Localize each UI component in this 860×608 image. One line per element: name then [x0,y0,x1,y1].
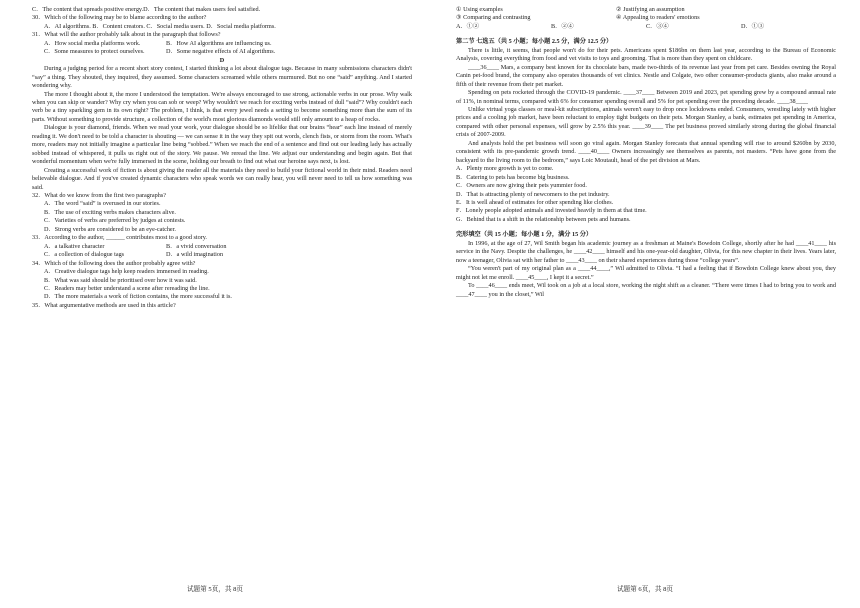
choice: C．③④ [646,22,669,30]
option: C．a collection of dialogue tags [44,251,125,259]
cloze-paragraph: To ____46____ ends meet, Wil took on a job at a local store, working the night shift as a cleaner. “There were times I had to bring you to work and ____47____ you in the closet,” Wil [456,282,836,298]
right-page [430,0,860,608]
spacer [456,224,836,228]
option: ② Justifying an assumption [616,6,685,13]
passage-paragraph: There is little, it seems, that people won't do for their pets. Americans spent $186bn on them last year, according to the Bureau of Economic Analysis, covering everything from food and vet visits to toys and grooming. That is more than they spent on childcare. [456,46,836,63]
question-31-options-row [32,48,412,56]
question-30-stem: 30．Which of the following may be to blame according to the author? [32,14,207,22]
option: B．The use of exciting verbs makes characters alive. [44,208,176,216]
passage-paragraph: And analysts hold the pet business will soon go viral again. Morgan Stanley forecasts that annual spending will rise to around $260bn by 2030, consistent with its pre-pandemic growth trend. ____40____ Owners increasingly see themselves as parents, not masters. “Pets have gone from the backyard to the living room to the bedroom,” says Loic Moutault, head of the pet division at Mars. [456,139,836,164]
option: A．How social media platforms work. [44,39,141,47]
option: B．What was said should be prioritised over how it was said. [44,276,197,284]
option: D．The more materials a work of fiction contains, the more successful it is. [44,293,232,301]
passage-paragraph: Dialogue is your diamond, friends. When we read your work, your dialogue should be so lifelike that our brains “hear” each line instead of merely reading it. We don't need to be told a character is shouting — we can sense it in the way they spit out words, clench fists, or storm from the room. What's more, readers may not initially imagine a particular line being “sobbed.” When we reach the end of a sentence and find out our leading lady has actually sobbed instead of whispered, it pulls us right out of the story. We pause. We reread the line. We adjust our understanding and begin again. But that wonderful momentum when we're fully immersed in the scene, holding our breath to find out what our heroine says next, is lost. [32,124,412,166]
option: C．Varieties of verbs are preferred by judges at contests. [44,217,186,225]
text-line: C．The content that spreads positive energy.D．The content that makes users feel satisfied. [32,6,261,13]
choice: B．②④ [551,22,574,30]
option: B．How AI algorithms are influencing us. [166,39,272,47]
option: G．Behind that is a shift in the relationship between pets and humans. [456,215,631,223]
question-33-options-row [32,243,412,251]
passage-paragraph: ____36____ Mars, a company best known for its chocolate bars, made two-thirds of its revenue last year from pet care. Besides owning the Royal Canin pet-food brand, the company also operates thousands of vet clinics. Nestle and Colgate, two other consumer-products giants, also make around a fifth of their revenue from their pet market. [456,63,836,88]
page-footer: 试题第 6页，共 8页 [616,585,674,593]
passage-paragraph: Creating a successful work of fiction is about giving the reader all the materials they need to build your fictional world in their mind. Readers need believable dialogue. And if you've created dynamic characters who speak words we can really hear, you will never need to tell us how something was said. [32,166,412,191]
option: A．The word “said” is overused in our stories. [44,200,161,208]
cloze-paragraph: In 1996, at the age of 27, Wil Smith began his academic journey as a freshman at Maine's Bowdoin College, shortly after he had ____41____ his service in the Navy. Despite the challenges, he ____42____ himself and his one-year-old daughter, Olivia, for this new chapter in their lives. Years later, now a teenager, Olivia sat with her father to ____43____ on their shared experiences during those “college years”. [456,239,836,264]
option: F．Lonely people adopted animals and invested heavily in them at that time. [456,207,647,215]
option: A．Plenty more growth is yet to come. [456,165,554,173]
passage-paragraph: Unlike virtual yoga classes or meal-kit subscriptions, animals weren't easy to drop once lockdowns ended. Consumers, wrestling lately with higher prices and a cooling job market, have been reluctant to employ tight budgets on their pets. Morgan Stanley, a bank, estimates pet spending in America, compared with other personal expenses, will grow by 2.5% this year. ____39____ The pet business proved similarly strong during the global financial crisis of 2007-2009. [456,105,836,139]
cloze-paragraph: “You weren't part of my original plan as a ____44____,” Wil admitted to Olivia. “I had a feeling that if Bowdoin College knew about you, they might not let me enroll. ____45____, I kept it a secret.” [456,265,836,281]
q35-choices-row [456,23,836,31]
question-31-options-row [32,40,412,48]
q35-options-row [456,6,836,14]
question-35-stem: 35．What argumentative methods are used in this article? [32,301,176,309]
option: D．Strong verbs are considered to be an eye-catcher. [44,225,176,233]
passage-paragraph: Spending on pets rocketed through the COVID-19 pandemic. ____37____ Between 2019 and 2023, pet spending grew by a compound annual rate of 11%, in nominal terms, compared with 6% for consumer spending overall and 5% for pet spending over the preceding decade. ____38____ [456,89,836,105]
spacer [456,31,836,35]
option: ③ Comparing and contrasting [456,14,531,22]
question-33-stem: 33．According to the author, ______ contributes most to a good story. [32,234,207,242]
question-32-stem: 32．What do we know from the first two paragraphs? [32,191,167,199]
option: D．That is attracting plenty of newcomers to the pet industry. [456,190,610,198]
choice: A．①② [456,22,480,30]
option: A．a talkative character [44,242,105,250]
section-heading: 完形填空（共 15 小题；每小题 1 分，满分 15 分） [456,231,593,239]
option: D．a wild imagination [166,251,224,259]
option: B．Catering to pets has become big business. [456,173,570,181]
section-heading: 第二节 七选五（共 5 小题；每小题 2.5 分，满分 12.5 分） [456,38,613,46]
question-31-stem: 31．What will the author probably talk about in the paragraph that follows? [32,31,221,39]
option: D．Some negative effects of AI algorithms. [166,48,276,56]
passage-paragraph: The more I thought about it, the more I understood the temptation. We're always encouraged to use strong, actionable verbs in our prose. Why walk when you can skip or wander? Why cry when you can sob or weep? Why wouldn't we reach for exciting verbs instead of dull “said”? Why couldn't each verb be a tiny sparkling gem in its own right? The problem, I think, is that every jewel needs a setting to become something more than the sum of its parts. Without something to provide structure, a collection of the world's most glorious diamonds would still only amount to a heap of rocks. [32,90,412,123]
question-34-stem: 34．Which of the following does the author probably agree with? [32,259,196,267]
question-30-options: A．AI algorithms. B．Content creators. C．Social media users. D．Social media platforms. [44,22,276,30]
option: A．Creative dialogue tags help keep readers immersed in reading. [44,268,209,276]
q35-options-row [456,14,836,22]
choice: D．①③ [741,22,765,30]
option: C．Some measures to protect ourselves. [44,48,145,56]
option: ④ Appealing to readers' emotions [616,14,700,22]
question-33-options-row [32,251,412,259]
section-label: D [219,56,225,64]
option: E．It is well ahead of estimates for other spending like clothes. [456,198,614,206]
passage-paragraph: During a judging period for a recent short story contest, I started thinking a lot about dialogue tags. Because in many submissions characters didn't “say” a thing. They shouted, they inquired, they assumed. Some characters screamed while others murmured. But no one “said” anything. And I started wondering why. [32,65,412,90]
page-footer: 试题第 5页，共 8页 [186,585,244,593]
option: B．a vivid conversation [166,242,227,250]
option: ① Using examples [456,6,503,13]
option: C．Owners are now giving their pets yummier food. [456,182,587,190]
option: C．Readers may better understand a scene after rereading the line. [44,284,210,292]
